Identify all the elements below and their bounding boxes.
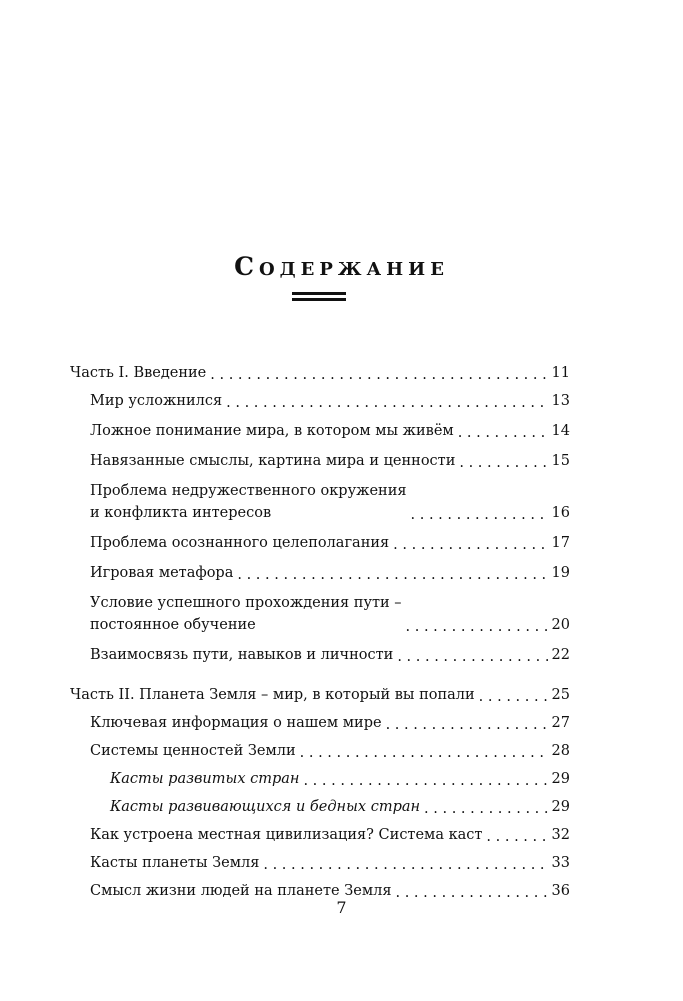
toc-entry-title — [90, 852, 259, 874]
toc-part-entry — [70, 362, 570, 384]
toc-entry-title-line: Навязанные смыслы, картина мира и ценности — [90, 453, 456, 469]
toc-part-entry — [70, 684, 570, 706]
dot-leader — [210, 370, 547, 380]
toc-entry-page: 33 — [551, 855, 570, 871]
toc-entry-title-line: Условие успешного прохождения пути – — [90, 595, 402, 611]
toc-entry-title-line: постоянное обучение — [90, 617, 256, 633]
dot-leader — [406, 622, 548, 632]
toc-entry-title-line: Как устроена местная цивилизация? Система каст — [90, 827, 483, 843]
toc-entry-title-line: Часть II. Планета Земля – мир, в который вы попали — [70, 687, 475, 703]
toc-entry-title-line: Ложное понимание мира, в котором мы живём — [90, 423, 454, 439]
toc-entry-page: 14 — [551, 423, 570, 439]
toc-entry-title — [90, 450, 455, 472]
toc-entry — [90, 532, 570, 554]
dot-leader — [424, 804, 548, 814]
page-number: 7 — [336, 898, 347, 917]
toc-entry — [90, 390, 570, 412]
toc-entry-title — [70, 684, 475, 706]
toc-entry — [90, 450, 570, 472]
toc-entry — [90, 644, 570, 666]
toc-entry-page: 13 — [551, 393, 570, 409]
toc-entry-title-line: Ключевая информация о нашем мире — [90, 715, 382, 731]
toc-entry-title-line: и конфликта интересов — [90, 505, 272, 521]
table-of-contents — [70, 356, 570, 902]
dot-leader — [263, 860, 547, 870]
toc-entry-page: 28 — [551, 743, 570, 759]
toc-entry-title — [90, 390, 222, 412]
toc-entry-title-line: Часть I. Введение — [70, 365, 207, 381]
toc-entry — [90, 740, 570, 762]
toc-entry-page: 22 — [551, 647, 570, 663]
toc-entry — [110, 796, 570, 818]
toc-entry-page: 15 — [551, 453, 570, 469]
toc-entry-page: 32 — [551, 827, 570, 843]
dot-leader — [237, 570, 547, 580]
dot-leader — [226, 398, 547, 408]
toc-entry-title-line: Проблема осознанного целеполагания — [90, 535, 390, 551]
toc-entry — [90, 824, 570, 846]
toc-entry-title-line: Касты развивающихся и бедных стран — [110, 799, 421, 815]
toc-entry-page: 19 — [551, 565, 570, 581]
toc-entry-title-line: Смысл жизни людей на планете Земля — [90, 883, 392, 899]
title-rule-top — [292, 292, 346, 295]
toc-entry-title-line: Касты планеты Земля — [90, 855, 260, 871]
toc-entry-page: 16 — [551, 505, 570, 521]
toc-entry-title — [110, 796, 420, 818]
toc-entry-title — [90, 562, 233, 584]
dot-leader — [397, 652, 547, 662]
toc-entry — [90, 852, 570, 874]
toc-entry-title-line: Игровая метафора — [90, 565, 234, 581]
dot-leader — [386, 720, 548, 730]
toc-entry-title — [90, 532, 389, 554]
toc-entry — [90, 592, 570, 636]
toc-entry-title — [90, 592, 402, 636]
toc-entry — [90, 480, 570, 524]
toc-entry-title-line: Проблема недружественного окружения — [90, 483, 407, 499]
dot-leader — [479, 692, 548, 702]
toc-entry-title-line: Системы ценностей Земли — [90, 743, 296, 759]
dot-leader — [393, 540, 547, 550]
toc-entry-title — [90, 644, 393, 666]
dot-leader — [458, 428, 548, 438]
title-rule-bottom — [292, 298, 346, 301]
dot-leader — [303, 776, 547, 786]
toc-entry-page: 27 — [551, 715, 570, 731]
dot-leader — [411, 510, 548, 520]
toc-entry-title — [90, 740, 296, 762]
toc-entry-page: 11 — [551, 365, 570, 381]
toc-entry — [90, 420, 570, 442]
toc-entry-title — [90, 480, 407, 524]
toc-entry-title-line: Взаимосвязь пути, навыков и личности — [90, 647, 394, 663]
toc-entry-page: 17 — [551, 535, 570, 551]
toc-entry-title — [90, 712, 382, 734]
toc-entry-title — [70, 362, 206, 384]
toc-entry-page: 20 — [551, 617, 570, 633]
toc-title: Содержание — [234, 252, 449, 281]
toc-entry-title-line: Мир усложнился — [90, 393, 223, 409]
toc-entry-title — [90, 420, 454, 442]
toc-entry-page: 29 — [551, 799, 570, 815]
toc-entry — [90, 562, 570, 584]
dot-leader — [486, 832, 547, 842]
toc-entry-title — [110, 768, 299, 790]
dot-leader — [300, 748, 548, 758]
toc-entry — [90, 712, 570, 734]
toc-entry — [110, 768, 570, 790]
toc-entry-page: 29 — [551, 771, 570, 787]
toc-entry-title-line: Касты развитых стран — [110, 771, 300, 787]
toc-entry-page: 25 — [551, 687, 570, 703]
toc-entry-title — [90, 824, 482, 846]
dot-leader — [395, 888, 547, 898]
toc-entry-page: 36 — [551, 883, 570, 899]
dot-leader — [459, 458, 547, 468]
